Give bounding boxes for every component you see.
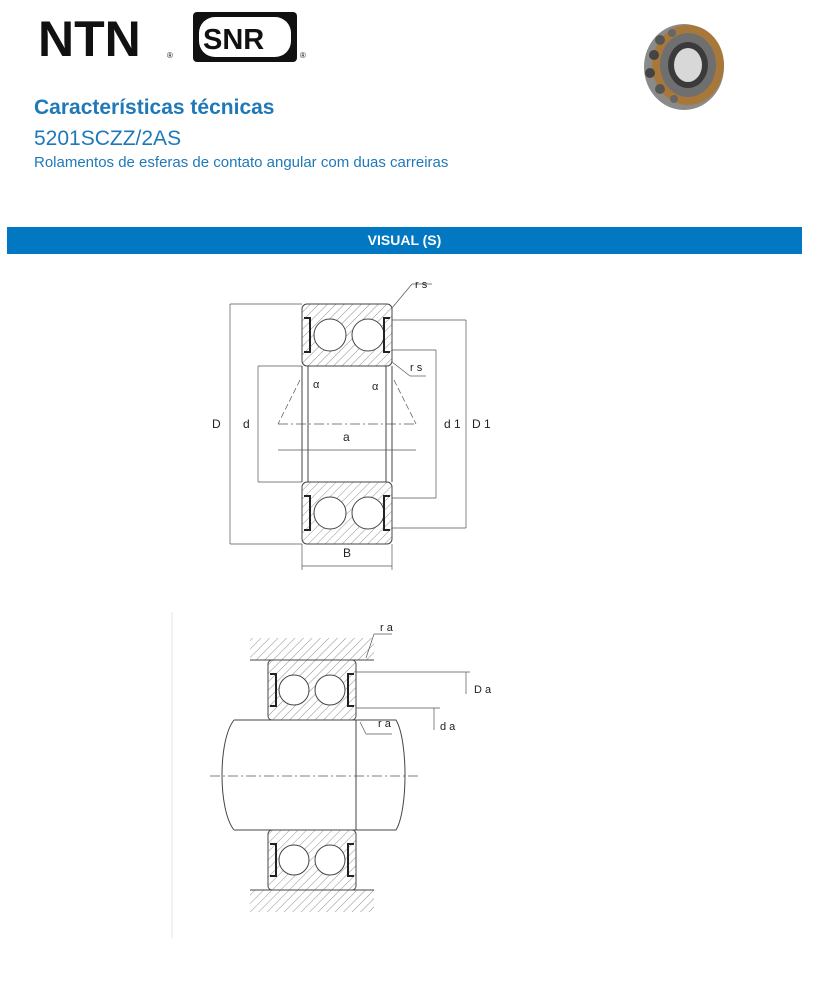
label-alpha-left: α <box>313 379 320 391</box>
bearing-mounting-drawing <box>170 610 500 940</box>
label-d: d <box>243 417 250 431</box>
section-header-visual <box>7 227 802 254</box>
label-ra-top: r a <box>380 622 393 634</box>
label-ra-mid: r a <box>378 718 391 730</box>
part-number: 5201SCZZ/2AS <box>34 127 182 150</box>
snr-reg-mark: ® <box>300 51 306 60</box>
label-da: d a <box>440 721 456 733</box>
bearing-product-image <box>632 15 728 115</box>
page-title: Características técnicas <box>34 96 275 119</box>
section-header-label: VISUAL (S) <box>367 232 442 248</box>
bearing-cross-section-drawing <box>200 270 520 580</box>
ntn-snr-logo <box>36 8 326 68</box>
label-rs-side: r s <box>410 362 423 374</box>
label-D1: D 1 <box>472 417 491 431</box>
label-D: D <box>212 417 221 431</box>
ntn-logo-text: NTN <box>38 11 141 67</box>
label-rs-top: r s <box>415 279 428 291</box>
ntn-reg-mark: ® <box>167 51 173 60</box>
snr-logo-text: SNR <box>203 24 265 56</box>
label-d1: d 1 <box>444 417 461 431</box>
label-Da: D a <box>474 684 492 696</box>
label-a: a <box>343 430 350 444</box>
label-alpha-right: α <box>372 381 379 393</box>
label-B: B <box>343 546 352 560</box>
product-description: Rolamentos de esferas de contato angular com duas carreiras <box>34 154 449 171</box>
